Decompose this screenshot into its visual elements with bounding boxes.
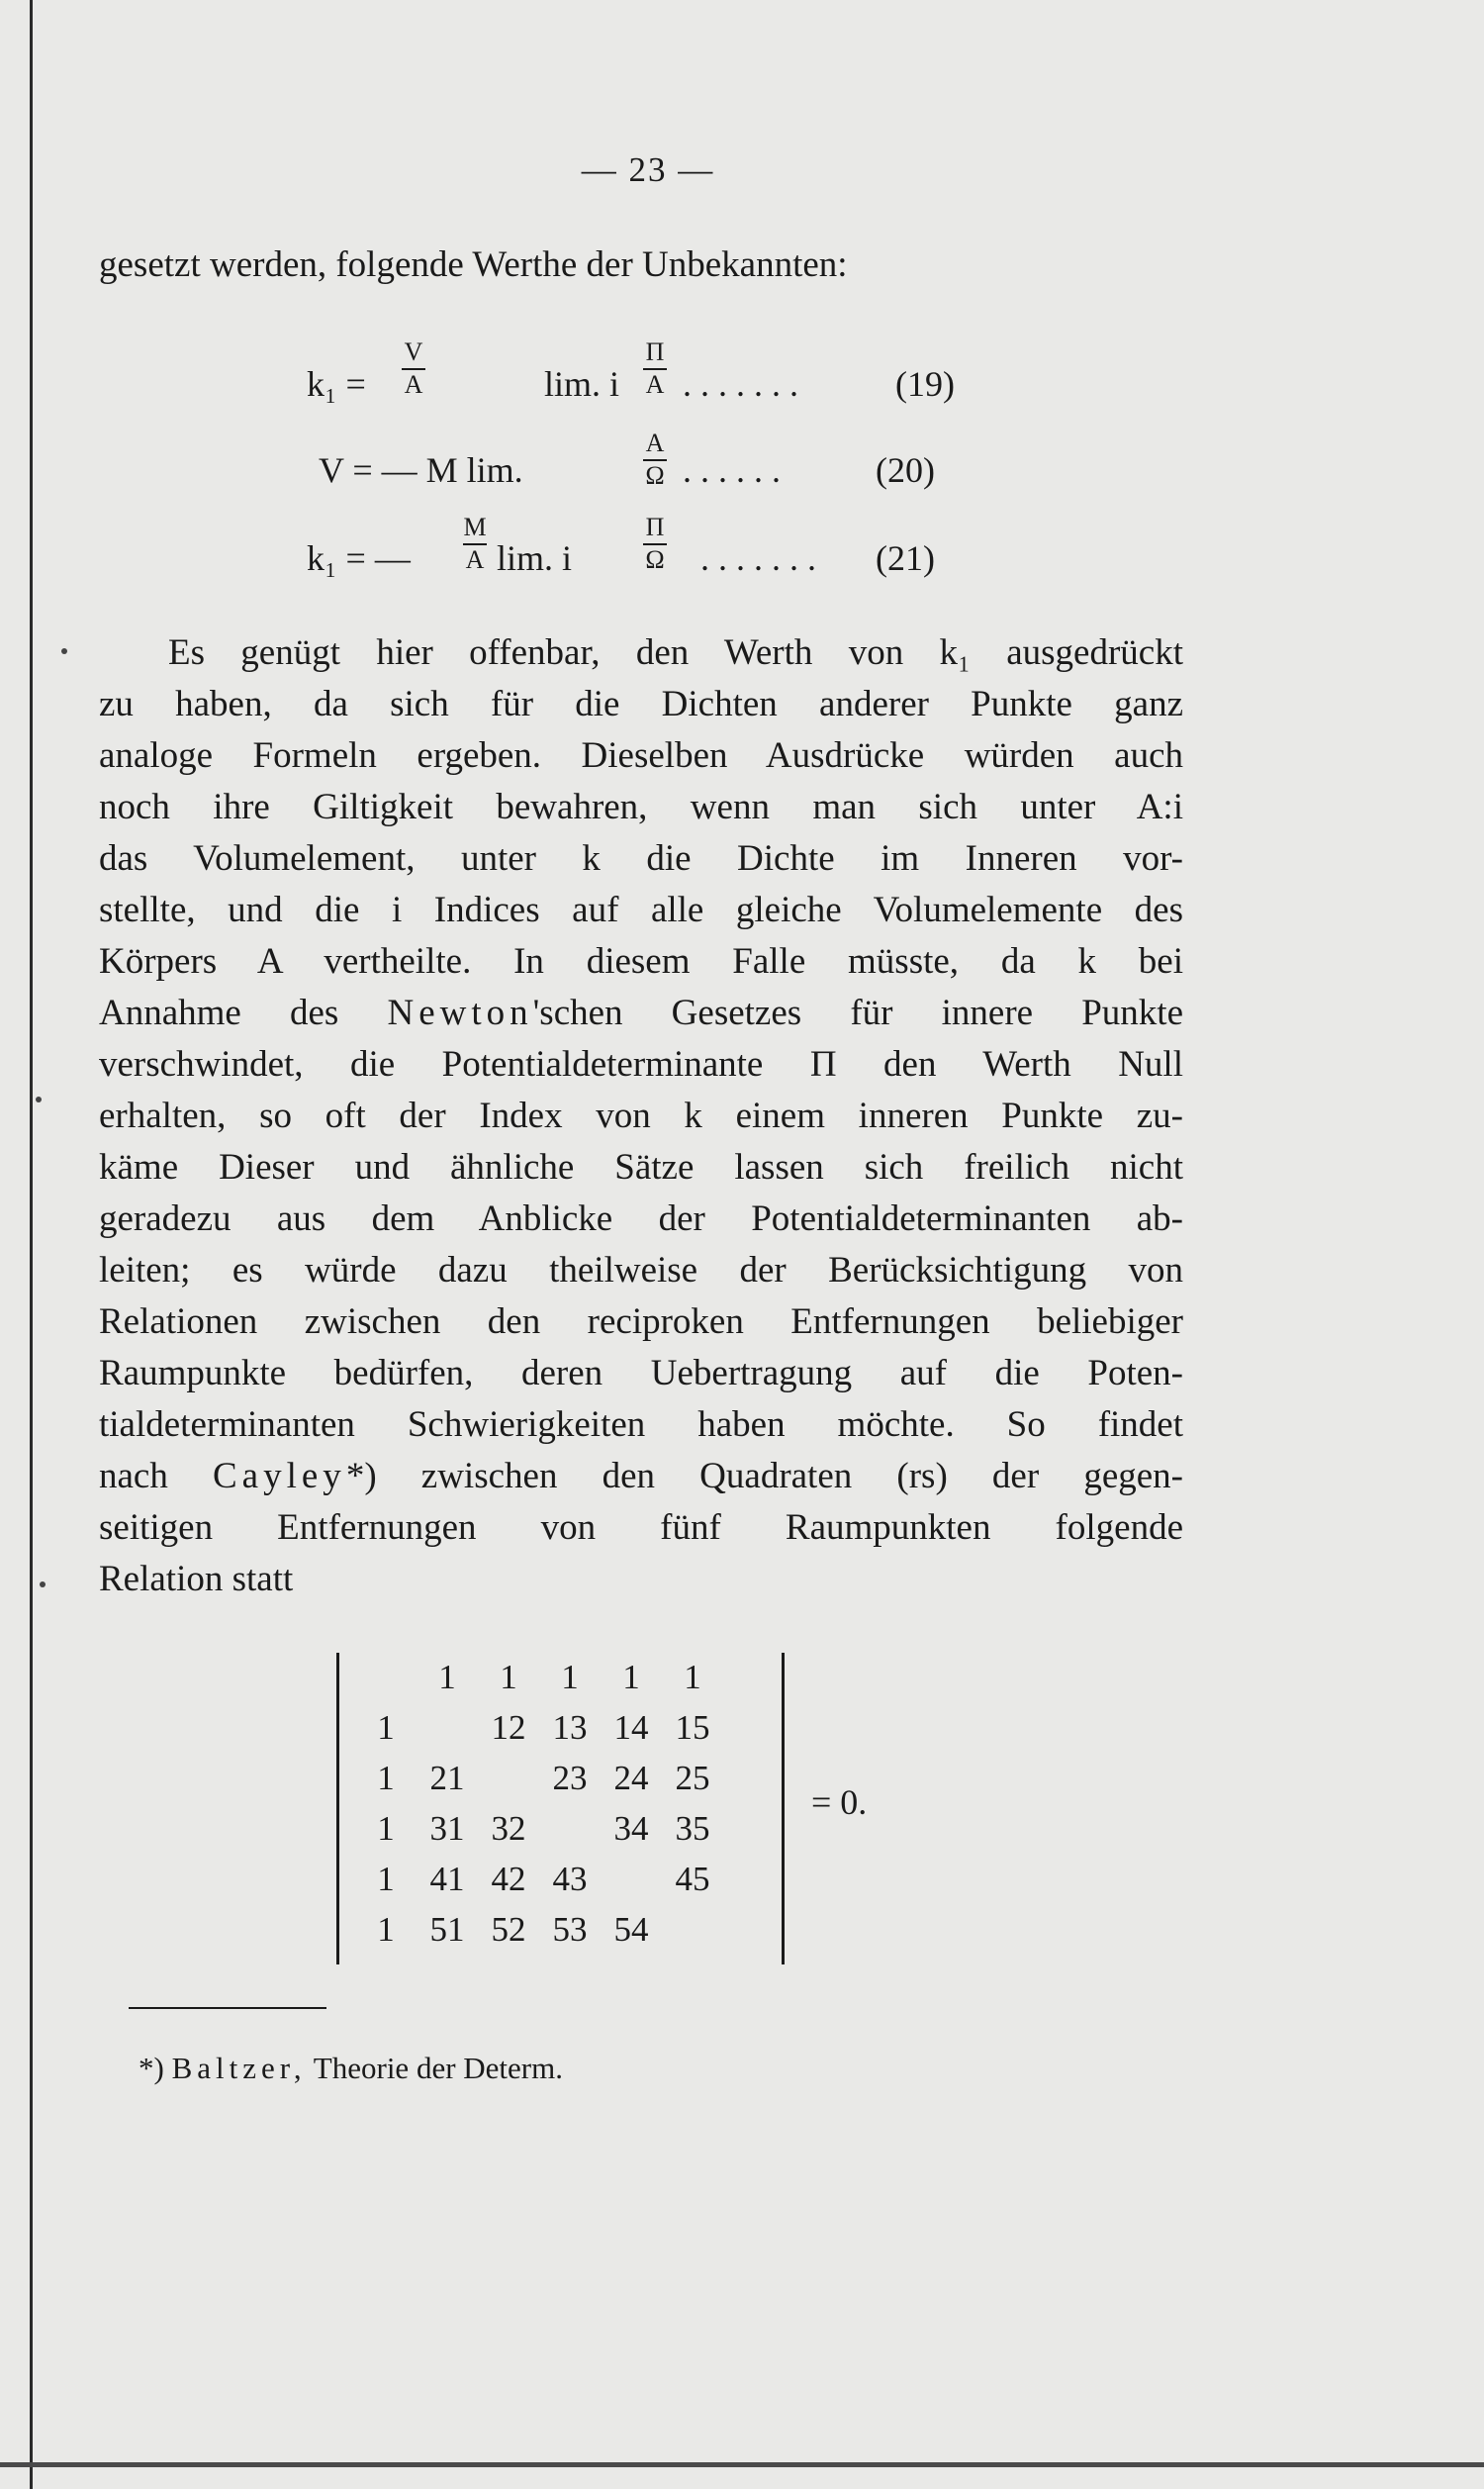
fraction-numerator: Π	[645, 513, 665, 541]
determinant-cell: 43	[552, 1860, 588, 1898]
paragraph-line: das Volumelement, unter k die Dichte im Inneren vor-	[99, 838, 1183, 879]
paragraph-line: Körpers A vertheilte. In diesem Falle müsste, da k bei	[99, 941, 1183, 982]
determinant-cell: 24	[613, 1759, 649, 1797]
paragraph-line: Es genügt hier offenbar, den Werth von k₁ ausgedrückt	[168, 632, 1183, 673]
equation-fraction	[394, 336, 433, 400]
paragraph-line: noch ihre Giltigkeit bewahren, wenn man sich unter A:i	[99, 787, 1183, 827]
determinant-cell: 32	[491, 1809, 526, 1848]
equation-lhs: k₁ = —	[307, 538, 411, 578]
footnote-author: Baltzer,	[171, 2051, 307, 2085]
text-run: *) zwischen den Quadraten (rs) der gegen-	[345, 1456, 1183, 1496]
paragraph-line: Relation statt	[99, 1559, 294, 1599]
equation-dots: . . . . . . .	[700, 538, 816, 578]
page-binding-line	[30, 0, 33, 2489]
equation-limit: lim. i	[497, 538, 573, 578]
determinant-cell: 53	[552, 1910, 588, 1949]
fraction-denominator: A	[465, 545, 485, 574]
determinant-row	[336, 1804, 791, 1854]
determinant-cell: 14	[613, 1708, 649, 1747]
determinant-cell: 1	[500, 1658, 517, 1696]
determinant-cell: 41	[429, 1860, 465, 1898]
determinant-cell: 31	[429, 1809, 465, 1848]
margin-mark	[36, 1097, 42, 1102]
paragraph-line: stellte, und die i Indices auf alle gleiche Volumelemente des	[99, 890, 1183, 930]
equation-21	[307, 512, 1019, 611]
fraction-denominator: Ω	[645, 545, 665, 574]
equation-fraction	[635, 512, 675, 575]
paragraph-line: Raumpunkte bedürfen, deren Uebertragung auf die Poten-	[99, 1353, 1183, 1393]
determinant	[336, 1653, 791, 1964]
determinant-cell: 52	[491, 1910, 526, 1949]
determinant-cell: 45	[675, 1860, 710, 1898]
determinant-cell: 12	[491, 1708, 526, 1747]
determinant-cell: 13	[552, 1708, 588, 1747]
paragraph-line	[99, 1457, 1183, 1496]
equation-dots: . . . . . . .	[683, 364, 798, 404]
determinant-row	[336, 1754, 791, 1803]
paragraph-line: käme Dieser und ähnliche Sätze lassen sich freilich nicht	[99, 1147, 1183, 1188]
paragraph-line: erhalten, so oft der Index von k einem inneren Punkte zu-	[99, 1096, 1183, 1136]
equation-19	[307, 336, 1019, 435]
determinant-cell: 1	[377, 1809, 395, 1848]
determinant-cell: 15	[675, 1708, 710, 1747]
paragraph-line: geradezu aus dem Anblicke der Potentialdeterminanten ab-	[99, 1198, 1183, 1239]
page-number: — 23 —	[581, 150, 715, 189]
text-run: 'schen Gesetzes für innere Punkte	[532, 993, 1183, 1033]
name-cayley: Cayley	[213, 1456, 346, 1496]
footnote	[139, 2051, 563, 2086]
footnote-rule	[129, 2007, 326, 2009]
paragraph-line: seitigen Entfernungen von fünf Raumpunkten folgende	[99, 1507, 1183, 1548]
determinant-cell: 35	[675, 1809, 710, 1848]
determinant-result: = 0.	[811, 1782, 868, 1822]
determinant-cell: 54	[613, 1910, 649, 1949]
footnote-title: Theorie der Determ.	[313, 2051, 563, 2085]
fraction-denominator: A	[645, 370, 665, 399]
page-bottom-edge	[0, 2462, 1484, 2467]
paragraph-line: verschwindet, die Potentialdeterminante Π den Werth Null	[99, 1044, 1183, 1085]
equation-lhs: k₁ =	[307, 364, 366, 404]
determinant-cell: 1	[377, 1860, 395, 1898]
paragraph-line: leiten; es würde dazu theilweise der Berücksichtigung von	[99, 1250, 1183, 1291]
name-newton: Newton	[387, 993, 533, 1033]
equation-fraction	[635, 336, 675, 400]
margin-mark	[40, 1581, 46, 1587]
equation-lhs: V = — M lim.	[319, 450, 523, 490]
footnote-marker: *)	[139, 2051, 164, 2085]
determinant-cell: 1	[377, 1910, 395, 1949]
determinant-cell: 1	[561, 1658, 579, 1696]
determinant-cell: 1	[622, 1658, 640, 1696]
determinant-cell: 1	[377, 1759, 395, 1797]
paragraph-line: analoge Formeln ergeben. Dieselben Ausdrücke würden auch	[99, 735, 1183, 776]
equation-dots: . . . . . .	[683, 450, 781, 490]
determinant-cell: 25	[675, 1759, 710, 1797]
text-run: Annahme des	[99, 993, 388, 1033]
determinant-cell: 34	[613, 1809, 649, 1848]
paragraph-line: zu haben, da sich für die Dichten anderer Punkte ganz	[99, 684, 1183, 724]
determinant-row	[336, 1855, 791, 1904]
fraction-denominator: Ω	[645, 461, 665, 490]
determinant-cell: 1	[438, 1658, 456, 1696]
determinant-cell: 21	[429, 1759, 465, 1797]
equation-number: (21)	[876, 538, 935, 578]
determinant-cell: 1	[684, 1658, 701, 1696]
equation-number: (19)	[895, 364, 955, 404]
determinant-cell: 51	[429, 1910, 465, 1949]
equation-fraction	[455, 512, 495, 575]
determinant-row	[336, 1703, 791, 1753]
determinant-cell: 1	[377, 1708, 395, 1747]
fraction-numerator: M	[463, 513, 487, 541]
determinant-cell: 42	[491, 1860, 526, 1898]
determinant-cell: 23	[552, 1759, 588, 1797]
determinant-row	[336, 1653, 791, 1702]
margin-mark	[61, 648, 67, 654]
paragraph-line	[99, 994, 1183, 1033]
determinant-row	[336, 1905, 791, 1955]
fraction-numerator: Π	[645, 337, 665, 366]
paragraph-line: tialdeterminanten Schwierigkeiten haben möchte. So findet	[99, 1404, 1183, 1445]
fraction-numerator: A	[645, 429, 665, 457]
text-run: nach	[99, 1456, 213, 1496]
equation-fraction	[635, 428, 675, 491]
equation-number: (20)	[876, 450, 935, 490]
fraction-numerator: V	[404, 337, 423, 366]
intro-line: gesetzt werden, folgende Werthe der Unbekannten:	[99, 244, 848, 285]
fraction-denominator: A	[404, 370, 423, 399]
equation-limit: lim. i	[544, 364, 620, 404]
paragraph-line: Relationen zwischen den reciproken Entfernungen beliebiger	[99, 1301, 1183, 1342]
